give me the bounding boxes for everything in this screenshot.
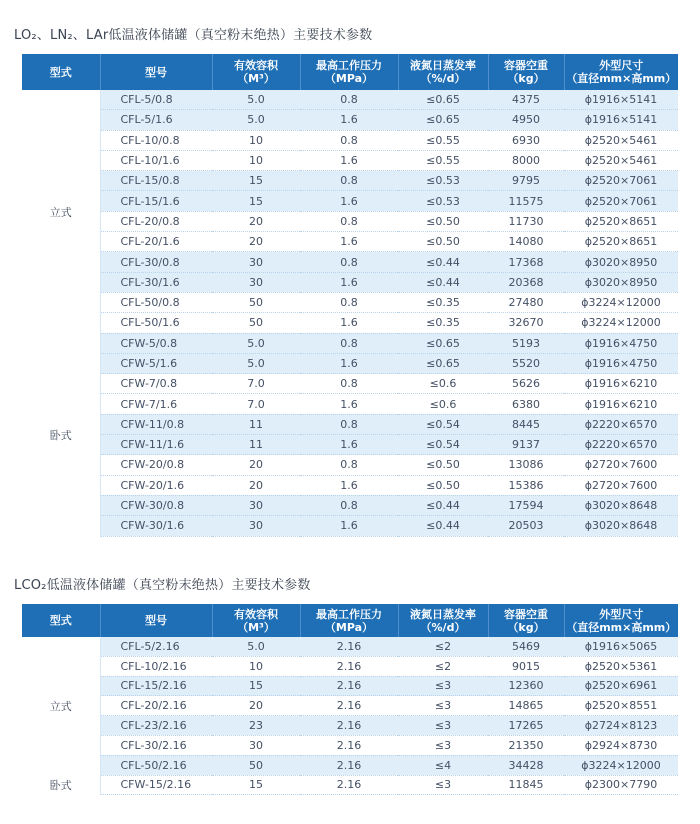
evaporation-cell: ≤0.55 — [398, 150, 488, 170]
pressure-cell: 0.8 — [300, 455, 398, 475]
evaporation-cell: ≤0.65 — [398, 90, 488, 110]
table-row — [22, 735, 678, 755]
pressure-cell: 2.16 — [300, 735, 398, 755]
table-row — [22, 292, 678, 312]
weight-cell: 6930 — [488, 130, 564, 150]
pressure-cell: 1.6 — [300, 353, 398, 373]
model-cell: CFL-15/2.16 — [100, 676, 212, 696]
model-cell: CFL-5/1.6 — [100, 110, 212, 130]
model-cell: CFL-20/1.6 — [100, 232, 212, 252]
pressure-cell: 1.6 — [300, 191, 398, 211]
col-header-volume: 有效容积 （M³） — [212, 604, 300, 637]
table-row — [22, 110, 678, 130]
evaporation-cell: ≤0.6 — [398, 394, 488, 414]
table-row — [22, 353, 678, 373]
evaporation-cell: ≤3 — [398, 696, 488, 716]
pressure-cell: 0.8 — [300, 333, 398, 353]
volume-cell: 20 — [212, 211, 300, 231]
volume-cell: 30 — [212, 495, 300, 515]
pressure-cell: 2.16 — [300, 676, 398, 696]
evaporation-cell: ≤0.44 — [398, 516, 488, 536]
volume-cell: 11 — [212, 435, 300, 455]
table-row — [22, 516, 678, 536]
table-row — [22, 696, 678, 716]
weight-cell: 17265 — [488, 716, 564, 736]
dimensions-cell: ϕ2520×8651 — [564, 211, 678, 231]
volume-cell: 15 — [212, 676, 300, 696]
type-vertical-cell: 立式 — [22, 637, 100, 775]
dimensions-cell: ϕ3020×8950 — [564, 272, 678, 292]
evaporation-cell: ≤0.50 — [398, 211, 488, 231]
dimensions-cell: ϕ2924×8730 — [564, 735, 678, 755]
table-row — [22, 716, 678, 736]
table-row — [22, 171, 678, 191]
dimensions-cell: ϕ2300×7790 — [564, 775, 678, 795]
weight-cell: 8000 — [488, 150, 564, 170]
dimensions-cell: ϕ2520×8651 — [564, 232, 678, 252]
pressure-cell: 0.8 — [300, 495, 398, 515]
dimensions-cell: ϕ2520×5461 — [564, 150, 678, 170]
model-cell: CFL-15/1.6 — [100, 191, 212, 211]
weight-cell: 17368 — [488, 252, 564, 272]
weight-cell: 8445 — [488, 414, 564, 434]
pressure-cell: 2.16 — [300, 755, 398, 775]
weight-cell: 34428 — [488, 755, 564, 775]
evaporation-cell: ≤0.54 — [398, 435, 488, 455]
table-row — [22, 333, 678, 353]
table-row — [22, 313, 678, 333]
dimensions-cell: ϕ2520×7061 — [564, 171, 678, 191]
col-header-evaporation: 液氮日蒸发率 （%/d） — [398, 604, 488, 637]
pressure-cell: 1.6 — [300, 394, 398, 414]
weight-cell: 20503 — [488, 516, 564, 536]
table-row — [22, 495, 678, 515]
evaporation-cell: ≤0.50 — [398, 455, 488, 475]
col-header-pressure: 最高工作压力 （MPa） — [300, 54, 398, 90]
pressure-cell: 1.6 — [300, 475, 398, 495]
volume-cell: 50 — [212, 292, 300, 312]
section1-title: LO₂、LN₂、LAr低温液体储罐（真空粉末绝热）主要技术参数 — [14, 28, 373, 43]
evaporation-cell: ≤0.55 — [398, 130, 488, 150]
dimensions-cell: ϕ1916×4750 — [564, 353, 678, 373]
spec-table-1 — [22, 54, 678, 537]
table-row — [22, 272, 678, 292]
model-cell: CFW-30/1.6 — [100, 516, 212, 536]
model-cell: CFW-7/0.8 — [100, 374, 212, 394]
dimensions-cell: ϕ3224×12000 — [564, 313, 678, 333]
model-cell: CFL-50/2.16 — [100, 755, 212, 775]
evaporation-cell: ≤0.44 — [398, 252, 488, 272]
pressure-cell: 1.6 — [300, 110, 398, 130]
model-cell: CFL-30/1.6 — [100, 272, 212, 292]
table-row — [22, 435, 678, 455]
pressure-cell: 0.8 — [300, 374, 398, 394]
pressure-cell: 1.6 — [300, 516, 398, 536]
col-header-type: 型式 — [22, 54, 100, 90]
table-row — [22, 475, 678, 495]
volume-cell: 15 — [212, 171, 300, 191]
pressure-cell: 0.8 — [300, 171, 398, 191]
dimensions-cell: ϕ1916×5141 — [564, 110, 678, 130]
model-cell: CFL-10/0.8 — [100, 130, 212, 150]
pressure-cell: 0.8 — [300, 414, 398, 434]
volume-cell: 10 — [212, 150, 300, 170]
evaporation-cell: ≤0.44 — [398, 495, 488, 515]
evaporation-cell: ≤0.44 — [398, 272, 488, 292]
model-cell: CFL-5/0.8 — [100, 90, 212, 110]
volume-cell: 15 — [212, 775, 300, 795]
volume-cell: 5.0 — [212, 90, 300, 110]
dimensions-cell: ϕ3020×8648 — [564, 495, 678, 515]
evaporation-cell: ≤0.54 — [398, 414, 488, 434]
table-row — [22, 130, 678, 150]
dimensions-cell: ϕ2520×6961 — [564, 676, 678, 696]
table-body — [22, 637, 678, 795]
volume-cell: 10 — [212, 130, 300, 150]
table-row — [22, 656, 678, 676]
weight-cell: 14080 — [488, 232, 564, 252]
evaporation-cell: ≤4 — [398, 755, 488, 775]
volume-cell: 20 — [212, 696, 300, 716]
col-header-weight: 容器空重 （kg） — [488, 604, 564, 637]
dimensions-cell: ϕ2220×6570 — [564, 414, 678, 434]
volume-cell: 30 — [212, 252, 300, 272]
table-row — [22, 676, 678, 696]
pressure-cell: 1.6 — [300, 150, 398, 170]
table-row — [22, 252, 678, 272]
dimensions-cell: ϕ2220×6570 — [564, 435, 678, 455]
weight-cell: 20368 — [488, 272, 564, 292]
model-cell: CFL-15/0.8 — [100, 171, 212, 191]
table-row — [22, 414, 678, 434]
table-row — [22, 775, 678, 795]
dimensions-cell: ϕ2720×7600 — [564, 475, 678, 495]
volume-cell: 5.0 — [212, 333, 300, 353]
dimensions-cell: ϕ2520×5461 — [564, 130, 678, 150]
evaporation-cell: ≤2 — [398, 656, 488, 676]
table-header-row — [22, 54, 678, 90]
model-cell: CFW-11/1.6 — [100, 435, 212, 455]
model-cell: CFW-5/0.8 — [100, 333, 212, 353]
dimensions-cell: ϕ1916×6210 — [564, 374, 678, 394]
pressure-cell: 2.16 — [300, 716, 398, 736]
dimensions-cell: ϕ2720×7600 — [564, 455, 678, 475]
pressure-cell: 1.6 — [300, 232, 398, 252]
model-cell: CFW-5/1.6 — [100, 353, 212, 373]
volume-cell: 30 — [212, 735, 300, 755]
type-horizontal-cell: 卧式 — [22, 775, 100, 795]
dimensions-cell: ϕ3020×8648 — [564, 516, 678, 536]
table-row — [22, 394, 678, 414]
volume-cell: 5.0 — [212, 637, 300, 656]
weight-cell: 9795 — [488, 171, 564, 191]
model-cell: CFL-50/1.6 — [100, 313, 212, 333]
weight-cell: 21350 — [488, 735, 564, 755]
model-cell: CFL-20/0.8 — [100, 211, 212, 231]
volume-cell: 7.0 — [212, 374, 300, 394]
model-cell: CFW-30/0.8 — [100, 495, 212, 515]
weight-cell: 32670 — [488, 313, 564, 333]
evaporation-cell: ≤0.65 — [398, 333, 488, 353]
col-header-volume: 有效容积 （M³） — [212, 54, 300, 90]
volume-cell: 30 — [212, 272, 300, 292]
pressure-cell: 2.16 — [300, 775, 398, 795]
evaporation-cell: ≤3 — [398, 775, 488, 795]
evaporation-cell: ≤0.50 — [398, 232, 488, 252]
col-header-type: 型式 — [22, 604, 100, 637]
volume-cell: 11 — [212, 414, 300, 434]
model-cell: CFW-7/1.6 — [100, 394, 212, 414]
table-body — [22, 90, 678, 536]
col-header-evaporation: 液氮日蒸发率 （%/d） — [398, 54, 488, 90]
volume-cell: 20 — [212, 232, 300, 252]
dimensions-cell: ϕ2520×5361 — [564, 656, 678, 676]
model-cell: CFL-23/2.16 — [100, 716, 212, 736]
table-row — [22, 150, 678, 170]
col-header-pressure: 最高工作压力 （MPa） — [300, 604, 398, 637]
col-header-dimensions: 外型尺寸 （直径mm×高mm） — [564, 604, 678, 637]
table-row — [22, 90, 678, 110]
table-row — [22, 755, 678, 775]
model-cell: CFL-50/0.8 — [100, 292, 212, 312]
pressure-cell: 0.8 — [300, 130, 398, 150]
model-cell: CFW-20/1.6 — [100, 475, 212, 495]
evaporation-cell: ≤3 — [398, 735, 488, 755]
pressure-cell: 1.6 — [300, 313, 398, 333]
type-vertical-cell: 立式 — [22, 90, 100, 333]
evaporation-cell: ≤3 — [398, 716, 488, 736]
col-header-dimensions: 外型尺寸 （直径mm×高mm） — [564, 54, 678, 90]
dimensions-cell: ϕ3224×12000 — [564, 755, 678, 775]
table-row — [22, 211, 678, 231]
weight-cell: 4375 — [488, 90, 564, 110]
weight-cell: 5193 — [488, 333, 564, 353]
dimensions-cell: ϕ3224×12000 — [564, 292, 678, 312]
model-cell: CFL-10/2.16 — [100, 656, 212, 676]
dimensions-cell: ϕ2724×8123 — [564, 716, 678, 736]
volume-cell: 15 — [212, 191, 300, 211]
evaporation-cell: ≤0.53 — [398, 191, 488, 211]
pressure-cell: 2.16 — [300, 696, 398, 716]
weight-cell: 5469 — [488, 637, 564, 656]
pressure-cell: 0.8 — [300, 211, 398, 231]
weight-cell: 15386 — [488, 475, 564, 495]
model-cell: CFW-15/2.16 — [100, 775, 212, 795]
col-header-model: 型号 — [100, 54, 212, 90]
model-cell: CFW-20/0.8 — [100, 455, 212, 475]
evaporation-cell: ≤0.35 — [398, 313, 488, 333]
volume-cell: 23 — [212, 716, 300, 736]
model-cell: CFL-30/2.16 — [100, 735, 212, 755]
volume-cell: 5.0 — [212, 353, 300, 373]
col-header-model: 型号 — [100, 604, 212, 637]
pressure-cell: 0.8 — [300, 252, 398, 272]
weight-cell: 11575 — [488, 191, 564, 211]
table-row — [22, 232, 678, 252]
dimensions-cell: ϕ1916×6210 — [564, 394, 678, 414]
weight-cell: 13086 — [488, 455, 564, 475]
weight-cell: 5626 — [488, 374, 564, 394]
weight-cell: 11730 — [488, 211, 564, 231]
model-cell: CFW-11/0.8 — [100, 414, 212, 434]
evaporation-cell: ≤0.35 — [398, 292, 488, 312]
dimensions-cell: ϕ1916×5065 — [564, 637, 678, 656]
weight-cell: 9137 — [488, 435, 564, 455]
weight-cell: 14865 — [488, 696, 564, 716]
dimensions-cell: ϕ2520×8551 — [564, 696, 678, 716]
weight-cell: 27480 — [488, 292, 564, 312]
type-horizontal-cell: 卧式 — [22, 333, 100, 536]
weight-cell: 17594 — [488, 495, 564, 515]
pressure-cell: 1.6 — [300, 272, 398, 292]
pressure-cell: 2.16 — [300, 637, 398, 656]
evaporation-cell: ≤0.50 — [398, 475, 488, 495]
evaporation-cell: ≤3 — [398, 676, 488, 696]
pressure-cell: 2.16 — [300, 656, 398, 676]
evaporation-cell: ≤0.53 — [398, 171, 488, 191]
dimensions-cell: ϕ2520×7061 — [564, 191, 678, 211]
dimensions-cell: ϕ1916×4750 — [564, 333, 678, 353]
volume-cell: 20 — [212, 475, 300, 495]
weight-cell: 9015 — [488, 656, 564, 676]
pressure-cell: 0.8 — [300, 292, 398, 312]
model-cell: CFL-10/1.6 — [100, 150, 212, 170]
table-row — [22, 374, 678, 394]
table-row — [22, 455, 678, 475]
weight-cell: 6380 — [488, 394, 564, 414]
col-header-weight: 容器空重 （kg） — [488, 54, 564, 90]
pressure-cell: 1.6 — [300, 435, 398, 455]
spec-table-2 — [22, 604, 678, 795]
section2-title: LCO₂低温液体储罐（真空粉末绝热）主要技术参数 — [14, 578, 311, 593]
evaporation-cell: ≤2 — [398, 637, 488, 656]
model-cell: CFL-30/0.8 — [100, 252, 212, 272]
model-cell: CFL-20/2.16 — [100, 696, 212, 716]
weight-cell: 5520 — [488, 353, 564, 373]
model-cell: CFL-5/2.16 — [100, 637, 212, 656]
evaporation-cell: ≤0.65 — [398, 353, 488, 373]
volume-cell: 50 — [212, 313, 300, 333]
weight-cell: 4950 — [488, 110, 564, 130]
pressure-cell: 0.8 — [300, 90, 398, 110]
dimensions-cell: ϕ3020×8950 — [564, 252, 678, 272]
evaporation-cell: ≤0.6 — [398, 374, 488, 394]
volume-cell: 50 — [212, 755, 300, 775]
volume-cell: 10 — [212, 656, 300, 676]
volume-cell: 5.0 — [212, 110, 300, 130]
dimensions-cell: ϕ1916×5141 — [564, 90, 678, 110]
table-header-row — [22, 604, 678, 637]
weight-cell: 11845 — [488, 775, 564, 795]
volume-cell: 7.0 — [212, 394, 300, 414]
volume-cell: 30 — [212, 516, 300, 536]
evaporation-cell: ≤0.65 — [398, 110, 488, 130]
volume-cell: 20 — [212, 455, 300, 475]
table-row — [22, 191, 678, 211]
weight-cell: 12360 — [488, 676, 564, 696]
table-row — [22, 637, 678, 656]
